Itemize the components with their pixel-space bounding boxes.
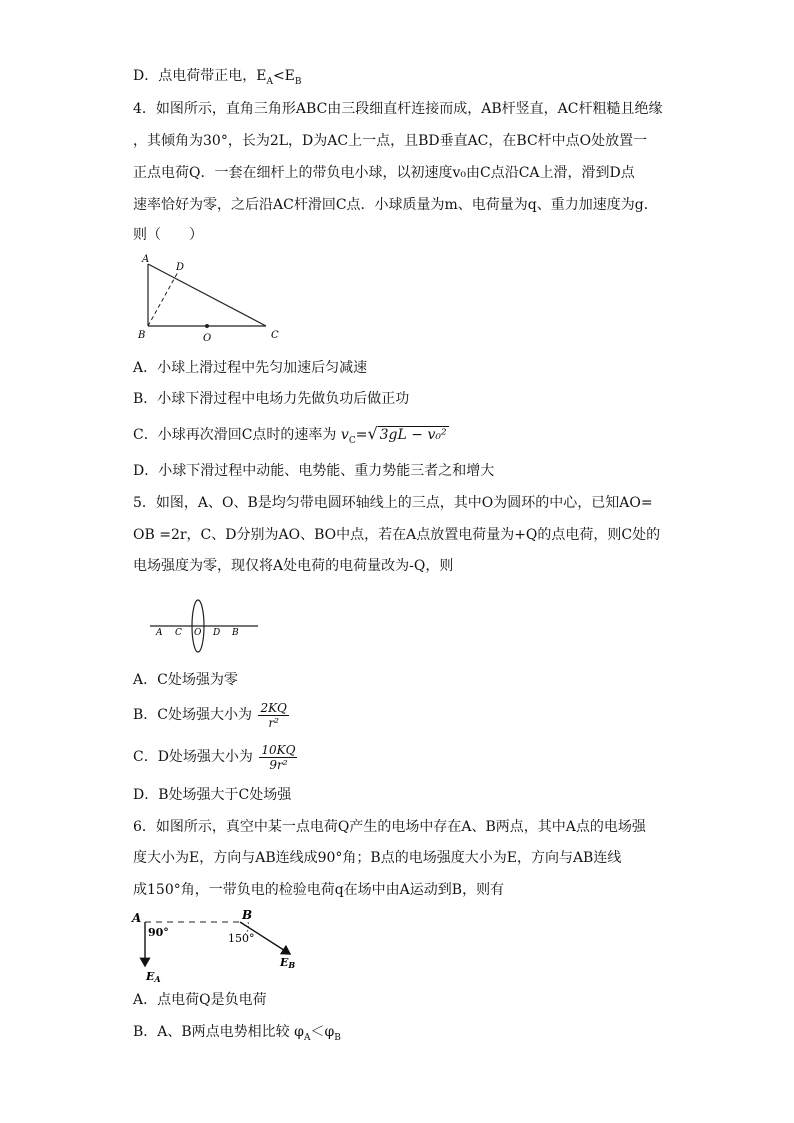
q4-option-d: D．小球下滑过程中动能、电势能、重力势能三者之和增大 bbox=[133, 463, 495, 479]
q4-label-o: O bbox=[203, 333, 212, 344]
q5-option-d: D．B处场强大于C处场强 bbox=[133, 787, 292, 803]
q4-stem-line-4: 速率恰好为零，之后沿AC杆滑回C点．小球质量为m、电荷量为q、重力加速度为g． bbox=[133, 197, 658, 213]
q6-angle-b: 150° bbox=[228, 932, 255, 945]
q4-stem-line-3: 正点电荷Q．一套在细杆上的带负电小球，以初速度v₀由C点沿CA上滑，滑到D点 bbox=[133, 165, 635, 181]
q4-option-c: C．小球再次滑回C点时的速率为 $v_C=√$ 3gL − v₀² bbox=[133, 424, 447, 446]
q5-label-a: A bbox=[156, 628, 163, 638]
q4-stem-line-2: ，其倾角为30°，长为2L，D为AC上一点，且BD垂直AC，在BC杆中点O处放置一 bbox=[133, 133, 648, 149]
q5-stem-line-1: 5．如图，A、O、B是均匀带电圆环轴线上的三点，其中O为圆环的中心，已知AO= bbox=[133, 495, 653, 511]
q6-stem-line-1: 6．如图所示，真空中某一点电荷Q产生的电场中存在A、B两点，其中A点的电场强 bbox=[133, 819, 646, 835]
q4-label-a: A bbox=[142, 254, 150, 265]
q4-label-c: C bbox=[271, 330, 279, 341]
q6-stem-line-3: 成150°角，一带负电的检验电荷q在场中由A运动到B，则有 bbox=[133, 882, 505, 898]
q6-option-b: B．A、B两点电势相比较 $\varphi_A<\varphi_B$ bbox=[133, 1024, 341, 1043]
q6-stem-line-2: 度大小为E，方向与AB连线成90°角；B点的电场强度大小为E，方向与AB连线 bbox=[133, 850, 622, 866]
q4-label-b: B bbox=[138, 330, 146, 341]
q6-label-eb: EB bbox=[280, 956, 296, 970]
q4-option-a: A．小球上滑过程中先匀加速后匀减速 bbox=[133, 360, 368, 376]
q5-stem-line-3: 电场强度为零，现仅将A处电荷的电荷量改为-Q，则 bbox=[133, 558, 454, 574]
q4-option-b: B．小球下滑过程中电场力先做负功后做正功 bbox=[133, 391, 410, 407]
q6-label-ea: EA bbox=[146, 970, 161, 984]
q5-label-b: B bbox=[232, 628, 239, 638]
q5-option-c: C．D处场强大小为 $\frac{10KQ}{\text{9r²}}$ bbox=[133, 742, 296, 772]
q5-label-o: O bbox=[194, 628, 202, 638]
q4-label-d: D bbox=[176, 262, 185, 273]
q4-stem-line-5: 则（ ） bbox=[133, 227, 203, 243]
q5-label-c: C bbox=[175, 628, 182, 638]
q5-ring-figure bbox=[146, 594, 266, 656]
q5-option-a: A．C处场强为零 bbox=[133, 672, 238, 688]
q5-option-b: B．C处场强大小为 $\frac{2KQ}{\text{r²}}$ bbox=[133, 700, 287, 730]
q6-angle-a: 90° bbox=[148, 926, 169, 939]
q5-label-d: D bbox=[213, 628, 221, 638]
q5-stem-line-2: OB =2r，C、D分别为AO、BO中点，若在A点放置电荷量为+Q的点电荷，则C处的 bbox=[133, 527, 661, 543]
q6-label-a: A bbox=[132, 911, 142, 925]
q6-field-figure bbox=[130, 908, 310, 988]
q3-option-d: D．点电荷带正电，$E_A<E_B$ bbox=[133, 68, 302, 87]
q6-label-b: B bbox=[242, 908, 253, 922]
q4-option-c-formula: 3gL − v₀² bbox=[379, 427, 447, 443]
q4-triangle-figure bbox=[136, 252, 286, 344]
q6-option-a: A．点电荷Q是负电荷 bbox=[133, 992, 267, 1008]
q4-stem-line-1: 4．如图所示，直角三角形ABC由三段细直杆连接而成，AB杆竖直，AC杆粗糙且绝缘 bbox=[133, 101, 663, 117]
